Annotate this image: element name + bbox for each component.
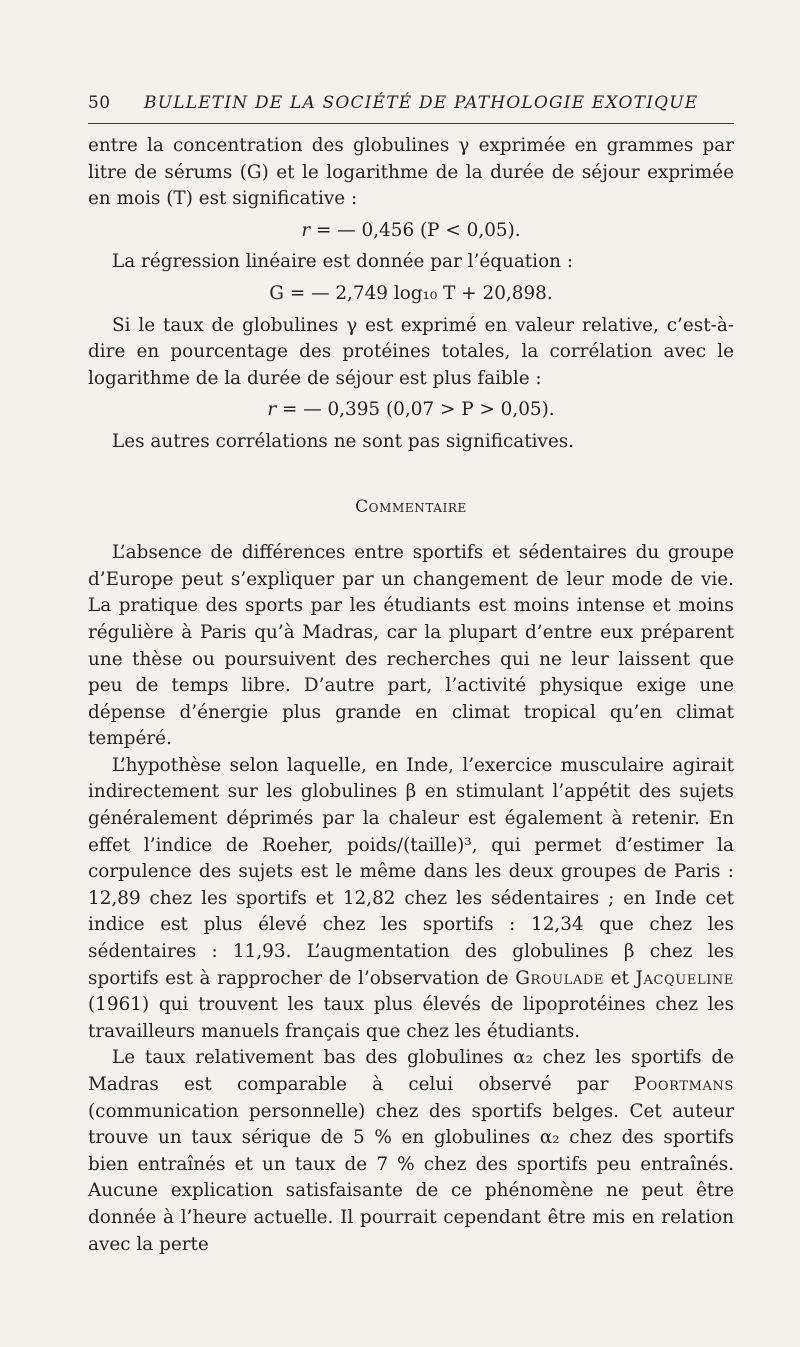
paragraph-7 [88, 1045, 734, 1258]
section-title: Commentaire [355, 496, 467, 517]
page-number: 50 [88, 93, 111, 113]
section-heading [88, 494, 734, 521]
equation-regression: G = — 2,749 log₁₀ T + 20,898. [269, 282, 553, 304]
paragraph-2: La régression linéaire est donnée par l’équation : [112, 251, 574, 273]
paragraph-6 [88, 753, 734, 1046]
paragraph-1: entre la concentration des globulines γ exprimée en grammes par litre de sérums (G) et le logarithme de la durée de séjour exprimée en mois (T) est significative : [88, 135, 734, 210]
equation-correlation-absolute [88, 218, 734, 245]
equation-correlation-relative [88, 397, 734, 424]
paragraph-4: Les autres corrélations ne sont pas significatives. [112, 430, 575, 452]
equation-text: = — 0,456 (P < 0,05). [310, 219, 521, 241]
paragraph-5: L’absence de différences entre sportifs et sédentaires du groupe d’Europe peut s’expliquer par un changement de leur mode de vie. La pratique des sports par les étudiants est moins intense et moins régulière à Paris qu’à Madras, car la plupart d’entre eux préparent une thèse ou poursuivent des recherches qui ne leur laissent que peu de temps libre. D’autre part, l’activité physique exige une dépense d’énergie plus grande en climat tropical qu’en climat tempéré. [88, 542, 734, 750]
running-title: BULLETIN DE LA SOCIÉTÉ DE PATHOLOGIE EXOTIQUE [144, 93, 699, 113]
paragraph-6-text-c: (1961) qui trouvent les taux plus élevés de lipoprotéines chez les travailleurs manuels français que chez les étudiants. [88, 994, 734, 1042]
author-poortmans: Poortmans [633, 1074, 734, 1095]
author-jacqueline: Jacqueline [635, 967, 734, 989]
paragraph-7-text-b: (communication personnelle) chez des sportifs belges. Cet auteur trouve un taux sérique de 5 % en globulines α₂ chez des sportifs bien entraînés et un taux de 7 % chez des sportifs peu entraînés. Aucune explication satisfaisante de ce phénomène ne peut être donnée à l’heure actuelle. Il pourrait cependant être mis en relation avec la perte [88, 1100, 734, 1255]
author-groulade: Groulade [515, 967, 605, 989]
article-body [88, 133, 734, 1258]
equation-variable: r [301, 219, 311, 241]
paragraph-6-text-b: et [604, 967, 636, 989]
equation-text: = — 0,395 (0,07 > P > 0,05). [276, 399, 555, 421]
equation-variable: r [267, 399, 277, 421]
paragraph-7-text-a: Le taux relativement bas des globulines α₂ chez les sportifs de Madras est comparable à celui observé par [88, 1047, 734, 1095]
header-rule [88, 123, 734, 124]
paragraph-3: Si le taux de globulines γ est exprimé en valeur relative, c’est-à-dire en pourcentage des protéines totales, la corrélation avec le logarithme de la durée de séjour est plus faible : [88, 314, 734, 389]
paragraph-6-text-a: L’hypothèse selon laquelle, en Inde, l’exercice musculaire agirait indirectement sur les globulines β en stimulant l’appétit des sujets généralement déprimés par la chaleur est également à retenir. En effet l’indice de Roeher, poids/(taille)³, qui permet d’estimer la corpulence des sujets est le même dans les deux groupes de Paris : 12,89 chez les sportifs et 12,82 chez les sédentaires ; en Inde cet indice est plus élevé chez les sportifs : 12,34 que chez les sédentaires : 11,93. L’augmentation des globulines β chez les sportifs est à rapprocher de l’observation de [88, 754, 734, 989]
